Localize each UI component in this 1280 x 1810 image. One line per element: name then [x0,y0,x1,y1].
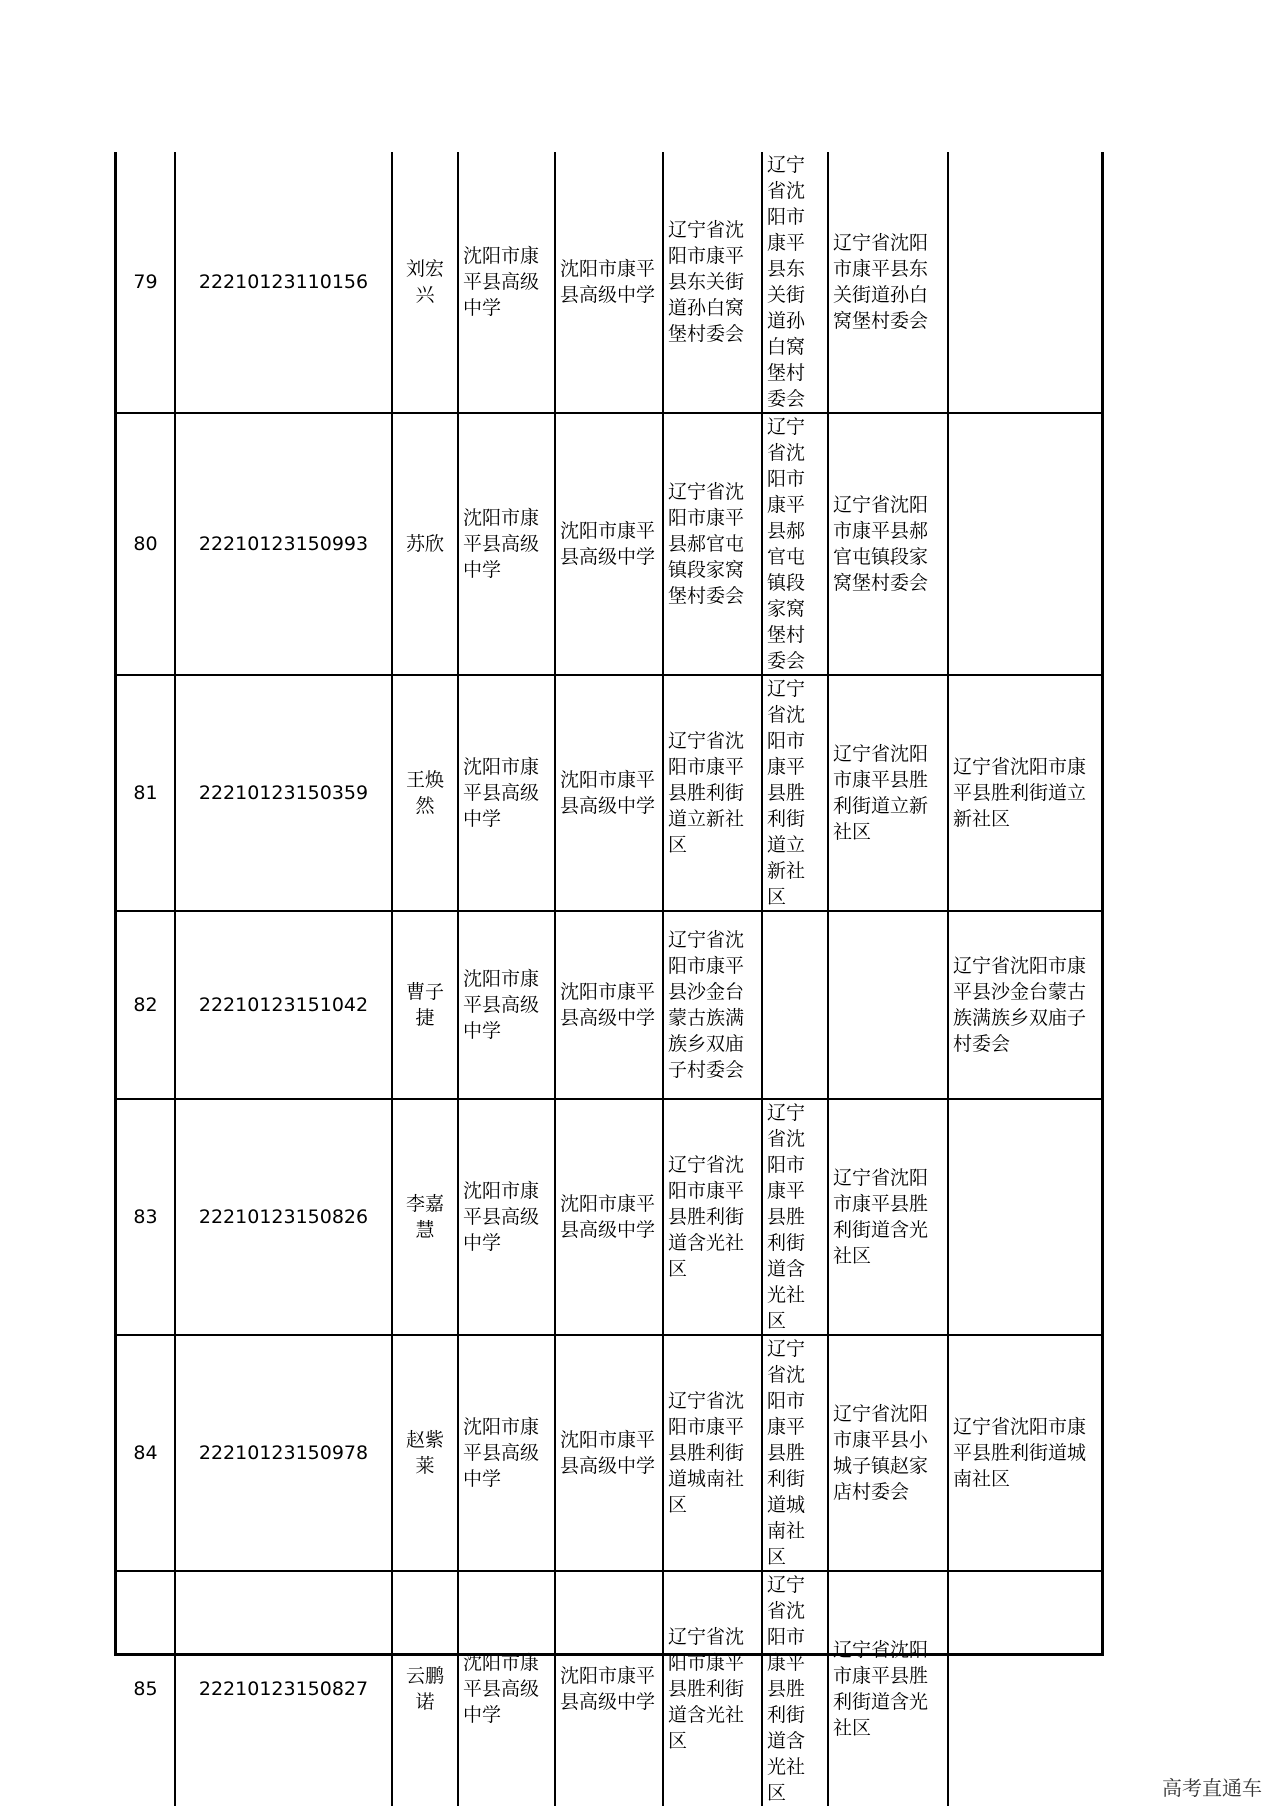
table-row [117,1335,1101,1571]
student-id: 22210123150993 [175,413,392,675]
address-3: 辽宁省沈阳市康平县胜利街道立新社区 [828,675,948,911]
table-row [117,675,1101,911]
table-row [117,152,1101,413]
school: 沈阳市康平县高级中学 [458,1099,555,1335]
student-id: 22210123150359 [175,675,392,911]
address-3: 辽宁省沈阳市康平县小城子镇赵家店村委会 [828,1335,948,1571]
address-2: 辽宁省沈阳市康平县胜利街道含光社区 [762,1099,828,1335]
row-number: 82 [117,911,175,1099]
school: 沈阳市康平县高级中学 [458,675,555,911]
address-4: 辽宁省沈阳市康平县沙金台蒙古族满族乡双庙子村委会 [948,911,1101,1099]
school: 沈阳市康平县高级中学 [458,152,555,413]
address-2: 辽宁省沈阳市康平县胜利街道含光社区 [762,1571,828,1806]
address-4 [948,1571,1101,1806]
row-number: 81 [117,675,175,911]
address-1: 辽宁省沈阳市康平县沙金台蒙古族满族乡双庙子村委会 [663,911,762,1099]
student-id: 22210123151042 [175,911,392,1099]
address-3: 辽宁省沈阳市康平县胜利街道含光社区 [828,1571,948,1806]
school-2: 沈阳市康平县高级中学 [555,413,663,675]
address-4: 辽宁省沈阳市康平县胜利街道立新社区 [948,675,1101,911]
row-number: 80 [117,413,175,675]
table-row [117,1099,1101,1335]
student-name: 李嘉慧 [392,1099,458,1335]
student-name: 刘宏兴 [392,152,458,413]
address-2: 辽宁省沈阳市康平县东关街道孙白窝堡村委会 [762,152,828,413]
address-4 [948,152,1101,413]
address-2: 辽宁省沈阳市康平县郝官屯镇段家窝堡村委会 [762,413,828,675]
address-1: 辽宁省沈阳市康平县东关街道孙白窝堡村委会 [663,152,762,413]
student-id: 22210123150978 [175,1335,392,1571]
student-id: 22210123110156 [175,152,392,413]
address-2 [762,911,828,1099]
school-2: 沈阳市康平县高级中学 [555,911,663,1099]
student-id: 22210123150826 [175,1099,392,1335]
watermark: 高考直通车 [1162,1776,1262,1800]
row-number: 79 [117,152,175,413]
address-3 [828,911,948,1099]
row-number: 85 [117,1571,175,1806]
row-number: 83 [117,1099,175,1335]
address-3: 辽宁省沈阳市康平县郝官屯镇段家窝堡村委会 [828,413,948,675]
school: 沈阳市康平县高级中学 [458,1571,555,1806]
student-name: 苏欣 [392,413,458,675]
table-row [117,1571,1101,1806]
address-4: 辽宁省沈阳市康平县胜利街道城南社区 [948,1335,1101,1571]
table-row [117,413,1101,675]
address-1: 辽宁省沈阳市康平县胜利街道含光社区 [663,1571,762,1806]
school-2: 沈阳市康平县高级中学 [555,675,663,911]
address-1: 辽宁省沈阳市康平县胜利街道城南社区 [663,1335,762,1571]
address-4 [948,413,1101,675]
address-1: 辽宁省沈阳市康平县郝官屯镇段家窝堡村委会 [663,413,762,675]
roster-sheet [114,152,1104,1804]
school: 沈阳市康平县高级中学 [458,911,555,1099]
address-3: 辽宁省沈阳市康平县胜利街道含光社区 [828,1099,948,1335]
address-2: 辽宁省沈阳市康平县胜利街道城南社区 [762,1335,828,1571]
school-2: 沈阳市康平县高级中学 [555,1571,663,1806]
school: 沈阳市康平县高级中学 [458,1335,555,1571]
school: 沈阳市康平县高级中学 [458,413,555,675]
student-name: 曹子捷 [392,911,458,1099]
school-2: 沈阳市康平县高级中学 [555,1335,663,1571]
student-name: 王焕然 [392,675,458,911]
student-name: 云鹏诺 [392,1571,458,1806]
student-id: 22210123150827 [175,1571,392,1806]
address-3: 辽宁省沈阳市康平县东关街道孙白窝堡村委会 [828,152,948,413]
student-name: 赵紫莱 [392,1335,458,1571]
address-2: 辽宁省沈阳市康平县胜利街道立新社区 [762,675,828,911]
address-1: 辽宁省沈阳市康平县胜利街道含光社区 [663,1099,762,1335]
school-2: 沈阳市康平县高级中学 [555,1099,663,1335]
address-4 [948,1099,1101,1335]
row-number: 84 [117,1335,175,1571]
roster-table [117,152,1101,1806]
address-1: 辽宁省沈阳市康平县胜利街道立新社区 [663,675,762,911]
table-row [117,911,1101,1099]
school-2: 沈阳市康平县高级中学 [555,152,663,413]
